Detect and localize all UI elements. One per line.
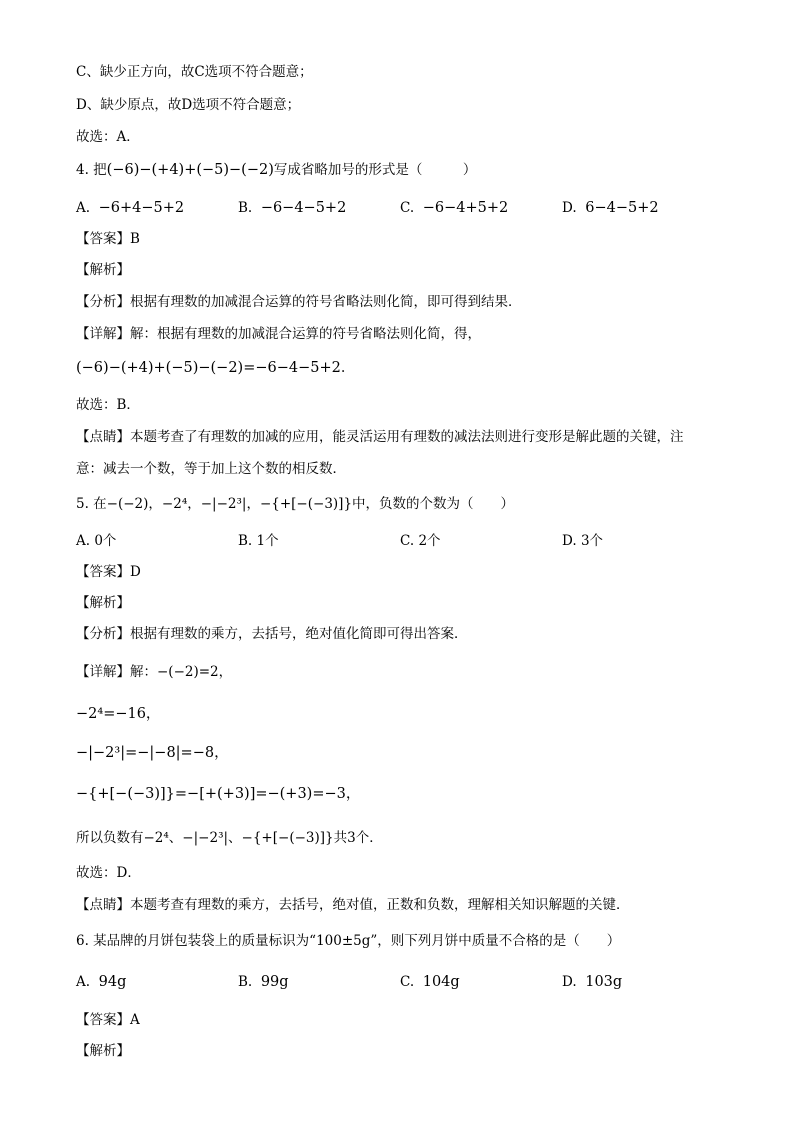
q5-step-2: −|−2³|=−|−8|=−8， bbox=[76, 745, 229, 761]
q5-conclusion: 所以负数有−2⁴、−|−2³|、−{+[−(−3)]}共3个． bbox=[76, 830, 383, 846]
q5-answer: 【答案】D bbox=[76, 564, 141, 580]
q5-jiexi-heading: 【解析】 bbox=[76, 595, 130, 611]
q4-expression: (−6)−(+4)+(−5)−(−2) bbox=[106, 162, 274, 178]
q4-formula: (−6)−(+4)+(−5)−(−2)=−6−4−5+2． bbox=[76, 360, 356, 376]
q4-number: 4. 把 bbox=[76, 162, 107, 178]
q4-stem-suffix: 写成省略加号的形式是（ ） bbox=[273, 162, 477, 178]
q6-answer: 【答案】A bbox=[76, 1012, 140, 1028]
q5-step-1: −2⁴=−16， bbox=[76, 706, 161, 722]
q4-comment-line-2: 意：减去一个数，等于加上这个数的相反数． bbox=[76, 461, 346, 477]
q4-option-b: B. −6−4−5+2 bbox=[238, 200, 347, 216]
q4-jiexi-heading: 【解析】 bbox=[76, 262, 130, 278]
q6-option-c: C. 104g bbox=[400, 974, 460, 990]
q4-choice: 故选：B． bbox=[76, 397, 140, 413]
q5-step-3: −{+[−(−3)]}=−[+(+3)]=−(+3)=−3， bbox=[76, 786, 361, 802]
q4-option-d: D. 6−4−5+2 bbox=[562, 200, 659, 216]
q5-comment: 【点睛】本题考查有理数的乘方，去括号，绝对值，正数和负数，理解相关知识解题的关键． bbox=[76, 897, 630, 913]
q5-option-d: D. 3个 bbox=[562, 533, 604, 549]
q5-option-a: A. 0个 bbox=[76, 533, 117, 549]
q6-stem: 6. 某品牌的月饼包装袋上的质量标识为“100±5g”，则下列月饼中质量不合格的是（ ） bbox=[76, 933, 621, 949]
previous-choice: 故选：A． bbox=[76, 129, 140, 145]
q4-option-c: C. −6−4+5+2 bbox=[400, 200, 509, 216]
q6-jiexi-heading: 【解析】 bbox=[76, 1043, 130, 1059]
q6-option-d: D. 103g bbox=[562, 974, 623, 990]
q4-answer: 【答案】B bbox=[76, 231, 140, 247]
q5-choice: 故选：D． bbox=[76, 865, 141, 881]
q4-comment-line-1: 【点睛】本题考查了有理数的加减的应用，能灵活运用有理数的减法法则进行变形是解此题的关键，注 bbox=[76, 429, 684, 445]
q4-analysis: 【分析】根据有理数的加减混合运算的符号省略法则化简，即可得到结果． bbox=[76, 294, 522, 310]
q5-stem: 5. 在−(−2)，−2⁴，−|−2³|，−{+[−(−3)]}中，负数的个数为（ ） bbox=[76, 496, 515, 512]
option-d-explanation: D、缺少原点，故D选项不符合题意； bbox=[76, 97, 301, 113]
q4-option-a: A. −6+4−5+2 bbox=[76, 200, 185, 216]
option-c-explanation: C、缺少正方向，故C选项不符合题意； bbox=[76, 64, 313, 80]
q5-option-c: C. 2个 bbox=[400, 533, 441, 549]
q4-detail: 【详解】解：根据有理数的加减混合运算的符号省略法则化简，得， bbox=[76, 326, 481, 342]
q6-option-a: A. 94g bbox=[76, 974, 127, 990]
q5-option-b: B. 1个 bbox=[238, 533, 279, 549]
q5-analysis: 【分析】根据有理数的乘方，去括号，绝对值化简即可得出答案． bbox=[76, 626, 468, 642]
q4-stem bbox=[76, 161, 476, 179]
q5-detail: 【详解】解：−(−2)=2， bbox=[76, 664, 233, 680]
q6-option-b: B. 99g bbox=[238, 974, 289, 990]
